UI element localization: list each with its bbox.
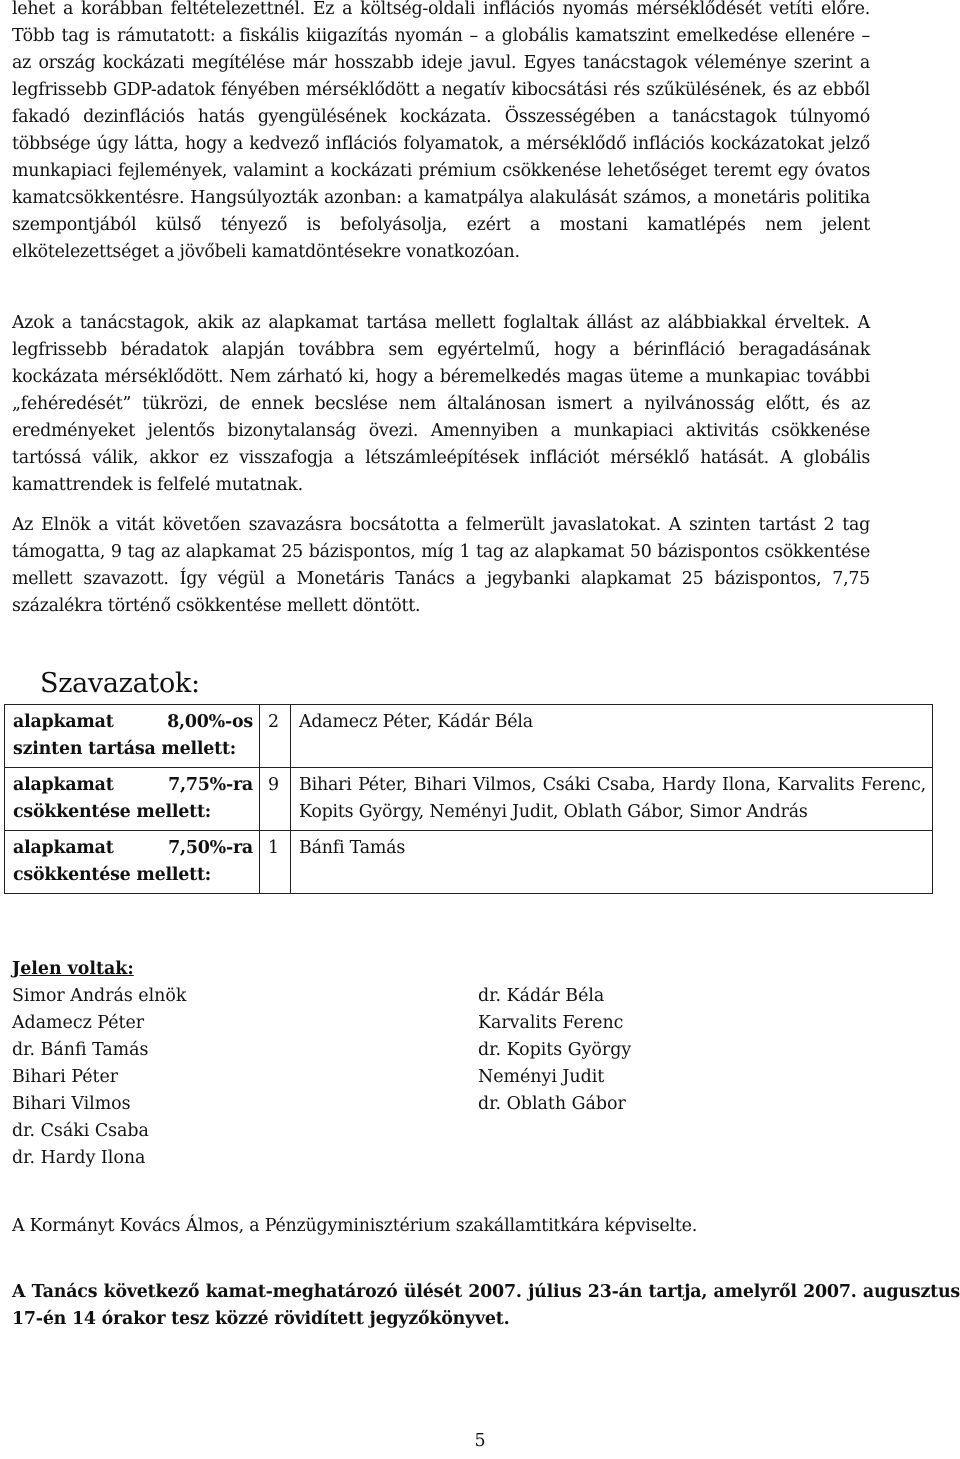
present-heading: Jelen voltak:: [12, 959, 134, 979]
next-meeting-notice: A Tanács következő kamat-meghatározó ülését 2007. július 23-án tartja, amelyről 2007. augusztus 17-én 14 órakor tesz közzé rövidített jegyzőkönyvet.: [12, 1282, 960, 1329]
vote-option-label: [5, 768, 260, 831]
list-item: Karvalits Ferenc: [478, 1013, 624, 1033]
list-item: dr. Kádár Béla: [478, 986, 605, 1006]
list-item: dr. Kopits György: [478, 1040, 632, 1060]
list-item: Neményi Judit: [478, 1067, 605, 1087]
votes-table: [4, 704, 933, 894]
table-row: [5, 831, 933, 894]
list-item: Bihari Péter: [12, 1067, 119, 1087]
vote-option-label: [5, 831, 260, 894]
paragraph-inflation-assessment: lehet a korábban feltételezettnél. Ez a költség-oldali inflációs nyomás mérséklődését vetíti előre. Több tag is rámutatott: a fiskális kiigazítás nyomán – a globális kamatszint emelkedése ellenére – az ország kockázati megítélése már hosszabb ideje javul. Egyes tanácstagok véleménye szerint a legfrissebb GDP-adatok fényében mérséklődött a negatív kibocsátási rés szűkülésének, és az ebből fakadó dezinflációs hatás gyengülésének kockázata. Összességében a tanácstagok túlnyomó többsége úgy látta, hogy a kedvező inflációs folyamatok, a mérséklődő inflációs kockázatokat jelző munkapiaci fejlemények, valamint a kockázati prémium csökkenése lehetőséget teremt egy óvatos kamatcsökkentésre. Hangsúlyozták azonban: a kamatpálya alakulását számos, a monetáris politika szempontjából külső tényező is befolyásolja, ezért a mostani kamatlépés nem jelent elkötelezettséget a jövőbeli kamatdöntésekre vonatkozóan.: [12, 0, 870, 262]
vote-option-label-a: alapkamat: [13, 838, 114, 858]
paragraph-hold-arguments: Azok a tanácstagok, akik az alapkamat tartása mellett foglaltak állást az alábbiakkal érveltek. A legfrissebb béradatok alapján továbbra sem egyértelmű, hogy a bérinfláció beragadásának kockázata mérséklődött. Nem zárható ki, hogy a béremelkedés magas üteme a munkapiac további „fehéredését” tükrözi, de ennek becslése nem általánosan ismert a nyilvánosság előtt, és az eredményeket jelentős bizonytalanság övezi. Amennyiben a munkapiaci aktivitás csökkenése tartóssá válik, akkor ez visszafogja a létszámleépítések inflációt mérséklő hatását. A globális kamattrendek is felfelé mutatnak.: [12, 313, 870, 495]
list-item: Simor András elnök: [12, 986, 187, 1006]
present-list-left: [12, 983, 186, 1172]
paragraph-vote-decision: Az Elnök a vitát követően szavazásra bocsátotta a felmerült javaslatokat. A szinten tartást 2 tag támogatta, 9 tag az alapkamat 25 bázispontos, míg 1 tag az alapkamat 50 bázispontos csökkentése mellett szavazott. Így végül a Monetáris Tanács a jegybanki alapkamat 25 bázispontos, 7,75 százalékra történő csökkentése mellett döntött.: [12, 515, 870, 616]
vote-option-label-c: szinten tartása mellett:: [13, 739, 237, 759]
government-representative: A Kormányt Kovács Álmos, a Pénzügyminisztérium szakállamtitkára képviselte.: [12, 1216, 698, 1236]
present-list-right: [478, 983, 631, 1118]
table-row: [5, 705, 933, 768]
vote-option-label-a: alapkamat: [13, 775, 114, 795]
vote-names: Adamecz Péter, Kádár Béla: [291, 705, 933, 768]
list-item: dr. Csáki Csaba: [12, 1121, 149, 1141]
vote-count: 1: [260, 831, 291, 894]
list-item: Adamecz Péter: [12, 1013, 145, 1033]
list-item: dr. Hardy Ilona: [12, 1148, 146, 1168]
page-number: 5: [474, 1431, 486, 1451]
vote-names: Bihari Péter, Bihari Vilmos, Csáki Csaba, Hardy Ilona, Karvalits Ferenc, Kopits György, Neményi Judit, Oblath Gábor, Simor András: [291, 768, 933, 831]
vote-names: Bánfi Tamás: [291, 831, 933, 894]
vote-option-label-b: 7,75%-ra: [168, 775, 253, 795]
vote-count: 2: [260, 705, 291, 768]
list-item: Bihari Vilmos: [12, 1094, 131, 1114]
vote-option-label-c: csökkentése mellett:: [13, 802, 212, 822]
list-item: dr. Oblath Gábor: [478, 1094, 626, 1114]
vote-option-label: [5, 705, 260, 768]
vote-option-label-b: 8,00%-os: [167, 712, 253, 732]
vote-option-label-b: 7,50%-ra: [168, 838, 253, 858]
list-item: dr. Bánfi Tamás: [12, 1040, 149, 1060]
vote-option-label-a: alapkamat: [13, 712, 114, 732]
votes-heading: Szavazatok:: [40, 668, 200, 699]
vote-option-label-c: csökkentése mellett:: [13, 865, 212, 885]
vote-count: 9: [260, 768, 291, 831]
table-row: [5, 768, 933, 831]
